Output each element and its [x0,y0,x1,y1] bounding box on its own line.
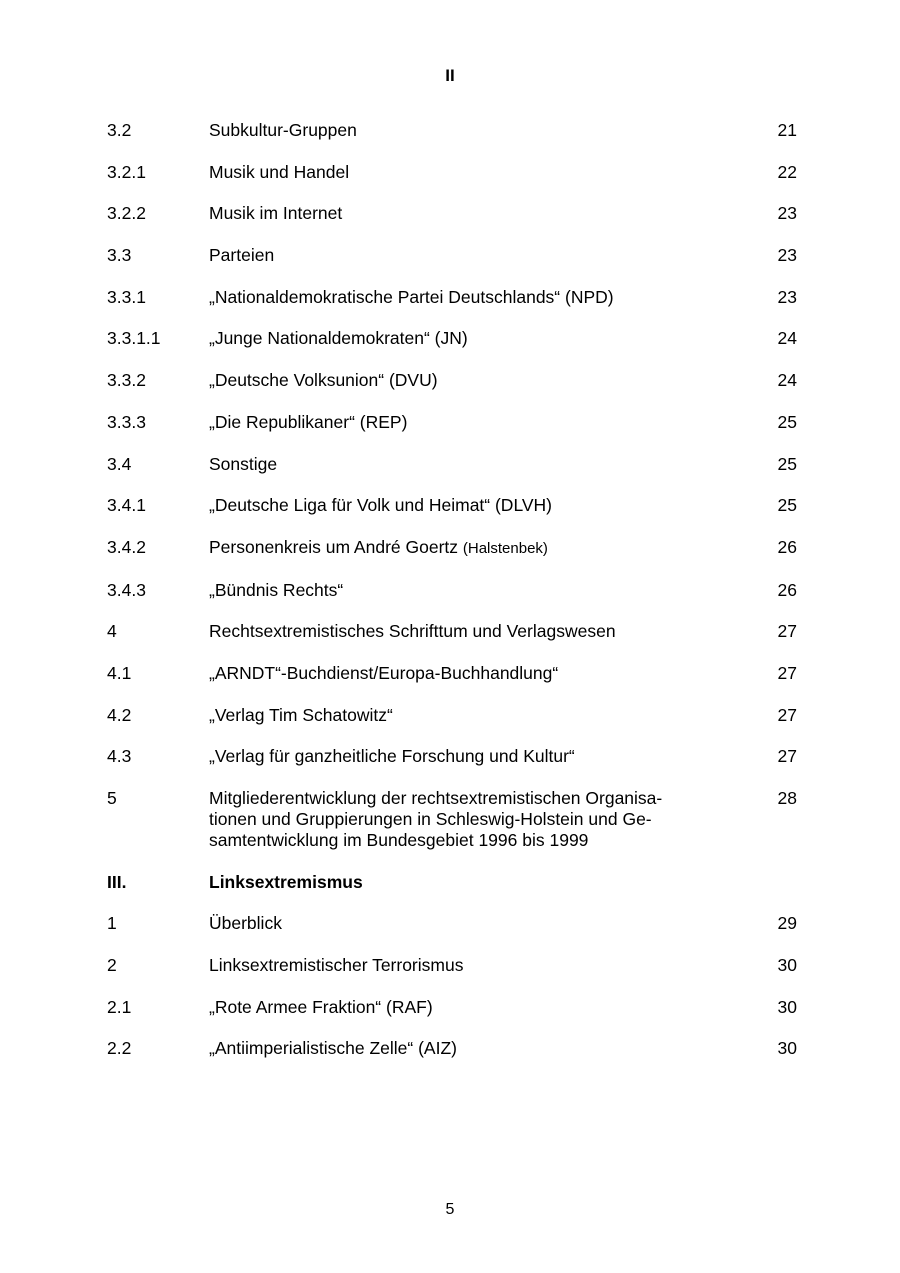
toc-row [107,245,797,266]
toc-entry-page: 25 [777,495,797,516]
toc-entry-title: Überblick [209,913,282,934]
toc-entry-title-line: Mitgliederentwicklung der rechtsextremistischen Organisa- [209,788,663,808]
toc-entry-number: 4 [107,621,117,642]
toc-entry-number: 4.2 [107,704,132,725]
toc-row [107,663,797,684]
toc-entry-title: „Verlag für ganzheitliche Forschung und Kultur“ [209,746,575,767]
toc-row [107,1038,797,1059]
toc-entry-page: 30 [777,996,797,1017]
toc-entry-page: 27 [777,746,797,767]
toc-entry-number: 2.1 [107,996,132,1017]
toc-row [107,328,797,349]
toc-entry-page: 24 [777,370,797,391]
toc-row [107,746,797,767]
toc-entry-page: 27 [777,621,797,642]
toc-entry-title: Musik im Internet [209,203,343,224]
toc-entry-page: 30 [777,955,797,976]
toc-entry-number: 3.3.1 [107,286,146,307]
toc-entry-title: Musik und Handel [209,161,350,182]
toc-row [107,997,797,1018]
toc-entry-number: 3.4 [107,453,132,474]
toc-row [107,621,797,642]
toc-entry-number: III. [107,871,127,892]
toc-entry-page: 21 [777,120,797,140]
toc-row [107,788,797,851]
toc-entry-page: 22 [777,161,797,182]
toc-entry-title: „Bündnis Rechts“ [209,579,344,600]
toc-entry-title: „Antiimperialistische Zelle“ (AIZ) [209,1038,457,1059]
toc-section-heading [107,872,797,893]
toc-entry-page: 26 [777,579,797,600]
toc-entry-number: 3.3.3 [107,411,146,432]
toc-row [107,454,797,475]
toc-entry-title: Linksextremistischer Terrorismus [209,955,464,976]
toc-entry-title: „Nationaldemokratische Partei Deutschlands“ (NPD) [209,286,614,307]
toc-entry-page: 26 [777,536,797,557]
toc-entry-title: „Die Republikaner“ (REP) [209,411,408,432]
toc-entry-title: „Deutsche Liga für Volk und Heimat“ (DLVH) [209,495,553,516]
table-of-contents [107,120,797,1080]
toc-entry-page: 23 [777,286,797,307]
toc-entry-title: Sonstige [209,453,278,474]
page-number: 5 [445,1201,455,1218]
toc-entry-page: 30 [777,1038,797,1059]
toc-row [107,913,797,934]
toc-entry-number: 4.3 [107,746,132,767]
toc-entry-number: 3.4.3 [107,579,146,600]
toc-entry-number: 5 [107,788,117,808]
toc-row [107,495,797,516]
toc-entry-number: 3.4.2 [107,536,146,557]
toc-entry-title [209,537,689,559]
toc-entry-number: 1 [107,913,117,934]
toc-entry-page: 25 [777,453,797,474]
toc-row [107,120,797,141]
toc-entry-page: 25 [777,411,797,432]
toc-entry-title: Linksextremismus [209,871,363,892]
toc-entry-number: 3.3.2 [107,370,146,391]
toc-entry-title: Rechtsextremistisches Schrifttum und Verlagswesen [209,621,616,642]
toc-entry-title-main: Personenkreis um André Goertz [209,536,459,557]
toc-entry-number: 3.2 [107,120,132,140]
toc-entry-title: Subkultur-Gruppen [209,120,357,140]
toc-row [107,705,797,726]
toc-entry-number: 3.3 [107,245,132,266]
toc-entry-number: 2 [107,955,117,976]
toc-entry-page: 29 [777,913,797,934]
toc-row [107,955,797,976]
toc-entry-title [209,788,689,851]
toc-row [107,412,797,433]
toc-entry-title-line: tionen und Gruppierungen in Schleswig-Holstein und Ge- [209,809,652,829]
toc-entry-title: „Junge Nationaldemokraten“ (JN) [209,328,468,349]
toc-row [107,287,797,308]
toc-entry-title-line: samtentwicklung im Bundesgebiet 1996 bis 1999 [209,830,589,850]
toc-entry-page: 23 [777,203,797,224]
section-numeral: II [445,66,455,85]
toc-entry-page: 24 [777,328,797,349]
toc-row [107,537,797,559]
toc-entry-title: „ARNDT“-Buchdienst/Europa-Buchhandlung“ [209,662,559,683]
toc-entry-page: 27 [777,662,797,683]
toc-row [107,162,797,183]
toc-entry-page: 23 [777,245,797,266]
toc-entry-page: 28 [777,788,797,808]
toc-entry-number: 3.3.1.1 [107,328,161,349]
toc-row [107,580,797,601]
toc-entry-title-suffix: (Halstenbek) [462,539,548,557]
toc-entry-page: 27 [777,704,797,725]
toc-row [107,370,797,391]
toc-entry-number: 3.2.2 [107,203,146,224]
toc-row [107,203,797,224]
toc-entry-number: 4.1 [107,662,132,683]
toc-entry-number: 2.2 [107,1038,132,1059]
toc-entry-number: 3.2.1 [107,161,146,182]
toc-entry-title: „Verlag Tim Schatowitz“ [209,704,393,725]
toc-entry-number: 3.4.1 [107,495,146,516]
toc-entry-title: Parteien [209,245,275,266]
toc-entry-title: „Rote Armee Fraktion“ (RAF) [209,996,433,1017]
toc-entry-title: „Deutsche Volksunion“ (DVU) [209,370,438,391]
